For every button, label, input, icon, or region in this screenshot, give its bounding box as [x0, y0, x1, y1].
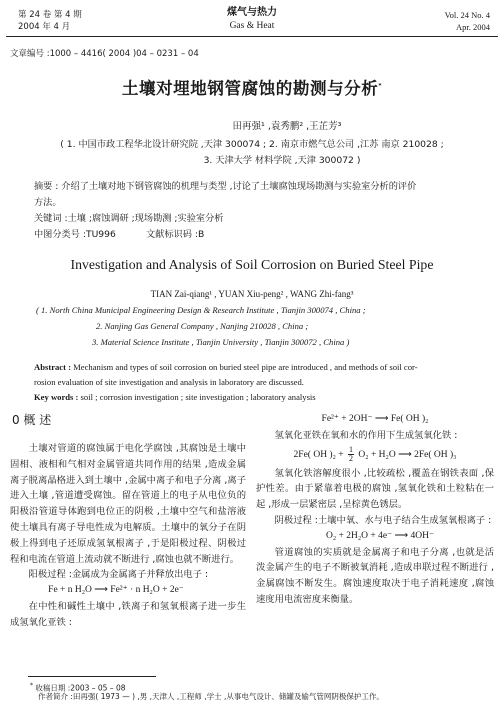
equation-anode: Fe + n H₂O ⟶ Fe²⁺ · n H₂O + 2e⁻ [48, 585, 184, 596]
left-paragraph-1: 土壤对管道的腐蚀属于电化学腐蚀 ,其腐蚀是土壤中固相、液相和气相对金属管道共同作用的结果 ,造成金属离子脱离晶格进入到土壤中 ,金属中离子和电子分离 ,离子进入土壤 ,管道遭受腐蚀。留在管道上的电子从电位负的阳极沿管道导体跑到电位正的阴极 ,土壤中空气和盐溶液使土壤具有离子导电性成为电解质。土壤中的氧分子在阴极上得到电子还原成氢氧根离子 ,于是阳极过程、阴极过程和电流在管道上流动就不断进行 ,腐蚀也就不断进行。 [10, 443, 246, 565]
abstract-en-text1: Mechanism and types of soil corrosion on buried steel pipe are introduced , and methods of soil cor- [71, 362, 418, 372]
affiliation-en-1: ( 1. North China Municipal Engineering Design & Research Institute , Tianjin 300074 , China ; [36, 305, 366, 315]
header-volume-en: Vol. 24 No. 4 [444, 10, 490, 20]
affiliation-cn-1: ( 1. 中国市政工程华北设计研究院 ,天津 300074 ; 2. 南京市燃气总公司 ,江苏 南京 210028 ; [60, 139, 444, 150]
title-footnote-mark: * [378, 82, 383, 90]
eq3-left: 2Fe( OH )₂ + [293, 449, 344, 460]
affiliation-en-2: 2. Nanjing Gas General Company , Nanjing 210028 , China ; [96, 321, 309, 331]
abstract-en-line1 [34, 362, 418, 372]
right-column [256, 412, 494, 608]
article-number: 文章编号 :1000 – 4416( 2004 )04 – 0231 – 04 [10, 49, 199, 59]
document-code: 文献标识码 :B [146, 229, 205, 240]
footnote-received-text: 收稿日期 :2003 – 05 – 08 [35, 683, 126, 693]
abstract-cn-line1: 摘要 : 介绍了土壤对地下钢管腐蚀的机理与类型 ,讨论了土壤腐蚀现场勘测与实验室分析的评价 [34, 181, 417, 192]
keywords-en: soil ; corrosion investigation ; site investigation ; laboratory analysis [78, 392, 316, 402]
fraction-numerator: 1 [349, 444, 354, 454]
classification-number: 中图分类号 :TU996 [34, 229, 116, 240]
equation-ferric-hydroxide [256, 444, 494, 466]
right-paragraph-4: 管道腐蚀的实质就是金属离子和电子分离 ,也就是活泼金属产生的电子不断被氧消耗 ,造成串联过程不断进行 ,金属腐蚀不断发生。腐蚀速度取决于电子消耗速度 ,腐蚀速度用电流密度来衡量。 [256, 546, 494, 605]
keywords-en-line [34, 392, 316, 402]
affiliation-en-3: 3. Material Science Institute , Tianjin University , Tianjin 300072 , China ) [92, 337, 350, 347]
abstract-en-line2: rosion evaluation of site investigation and analysis in laboratory are discussed. [34, 377, 304, 387]
equation-cathode: O₂ + 2H₂O + 4e⁻ ⟶ 4OH⁻ [325, 530, 434, 541]
right-paragraph-1: 氢氧化亚铁在氧和水的作用下生成氢氧化铁 : [274, 429, 458, 441]
header-volume-cn: 第 24 卷 第 4 期 [18, 10, 82, 20]
keywords-en-label: Key words : [34, 392, 79, 402]
footnote-rule [28, 676, 156, 677]
left-paragraph-2: 阳极过程 :金属成为金属离子并释放出电子 : [28, 569, 209, 581]
title-cn [0, 75, 504, 99]
fraction-denominator: 2 [349, 453, 354, 463]
right-paragraph-3: 阴极过程 :土壤中氧、水与电子结合生成氢氧根离子 : [274, 514, 492, 526]
left-column [10, 441, 246, 631]
left-paragraph-3: 在中性和碱性土壤中 ,铁离子和氢氧根离子进一步生成氢氧化亚铁 : [10, 600, 246, 628]
authors-cn: 田再强¹ ,袁秀鹏² ,王芷芳³ [232, 121, 342, 132]
title-en: Investigation and Analysis of Soil Corrosion on Buried Steel Pipe [70, 257, 434, 272]
abstract-cn-line2: 方法。 [34, 197, 62, 208]
equation-ferrous-hydroxide: Fe²⁺ + 2OH⁻ ⟶ Fe( OH )₂ [321, 414, 429, 424]
footnote-author-bio: 作者简介 :田再强( 1973 — ) ,男 ,天津人 ,工程师 ,学士 ,从事电气设计、储罐及输气管网阴极保护工作。 [38, 692, 384, 701]
right-paragraph-2: 氢氧化铁溶解度很小 ,比较疏松 ,覆盖在钢铁表面 ,保护性差。由于紧靠着电极的腐蚀 ,氢氧化铁和土粒粘在一起 ,形成一层紧密层 ,呈棕黄色锈层。 [256, 467, 494, 511]
header-rule [6, 36, 498, 37]
header-date-en: Apr. 2004 [456, 22, 490, 32]
section-heading-overview: 0 概 述 [12, 413, 52, 427]
abstract-en-label: Abstract : [34, 362, 71, 372]
journal-name-cn: 煤气与热力 [227, 7, 277, 18]
keywords-cn: 关键词 :土壤 ;腐蚀调研 ;现场勘测 ;实验室分析 [34, 213, 224, 224]
footnote-mark: * [30, 682, 33, 689]
eq3-right: O₂ + H₂O ⟶ 2Fe( OH )₃ [358, 449, 457, 460]
header-date-cn: 2004 年 4 月 [18, 22, 71, 32]
title-cn-text: 土壤对埋地钢管腐蚀的勘测与分析 [121, 79, 379, 98]
journal-name-en: Gas & Heat [229, 21, 275, 31]
authors-en: TIAN Zai-qiang¹ , YUAN Xiu-peng² , WANG Zhi-fang³ [150, 289, 354, 299]
fraction-one-half [348, 446, 354, 463]
affiliation-cn-2: 3. 天津大学 材料学院 ,天津 300072 ) [203, 155, 361, 166]
